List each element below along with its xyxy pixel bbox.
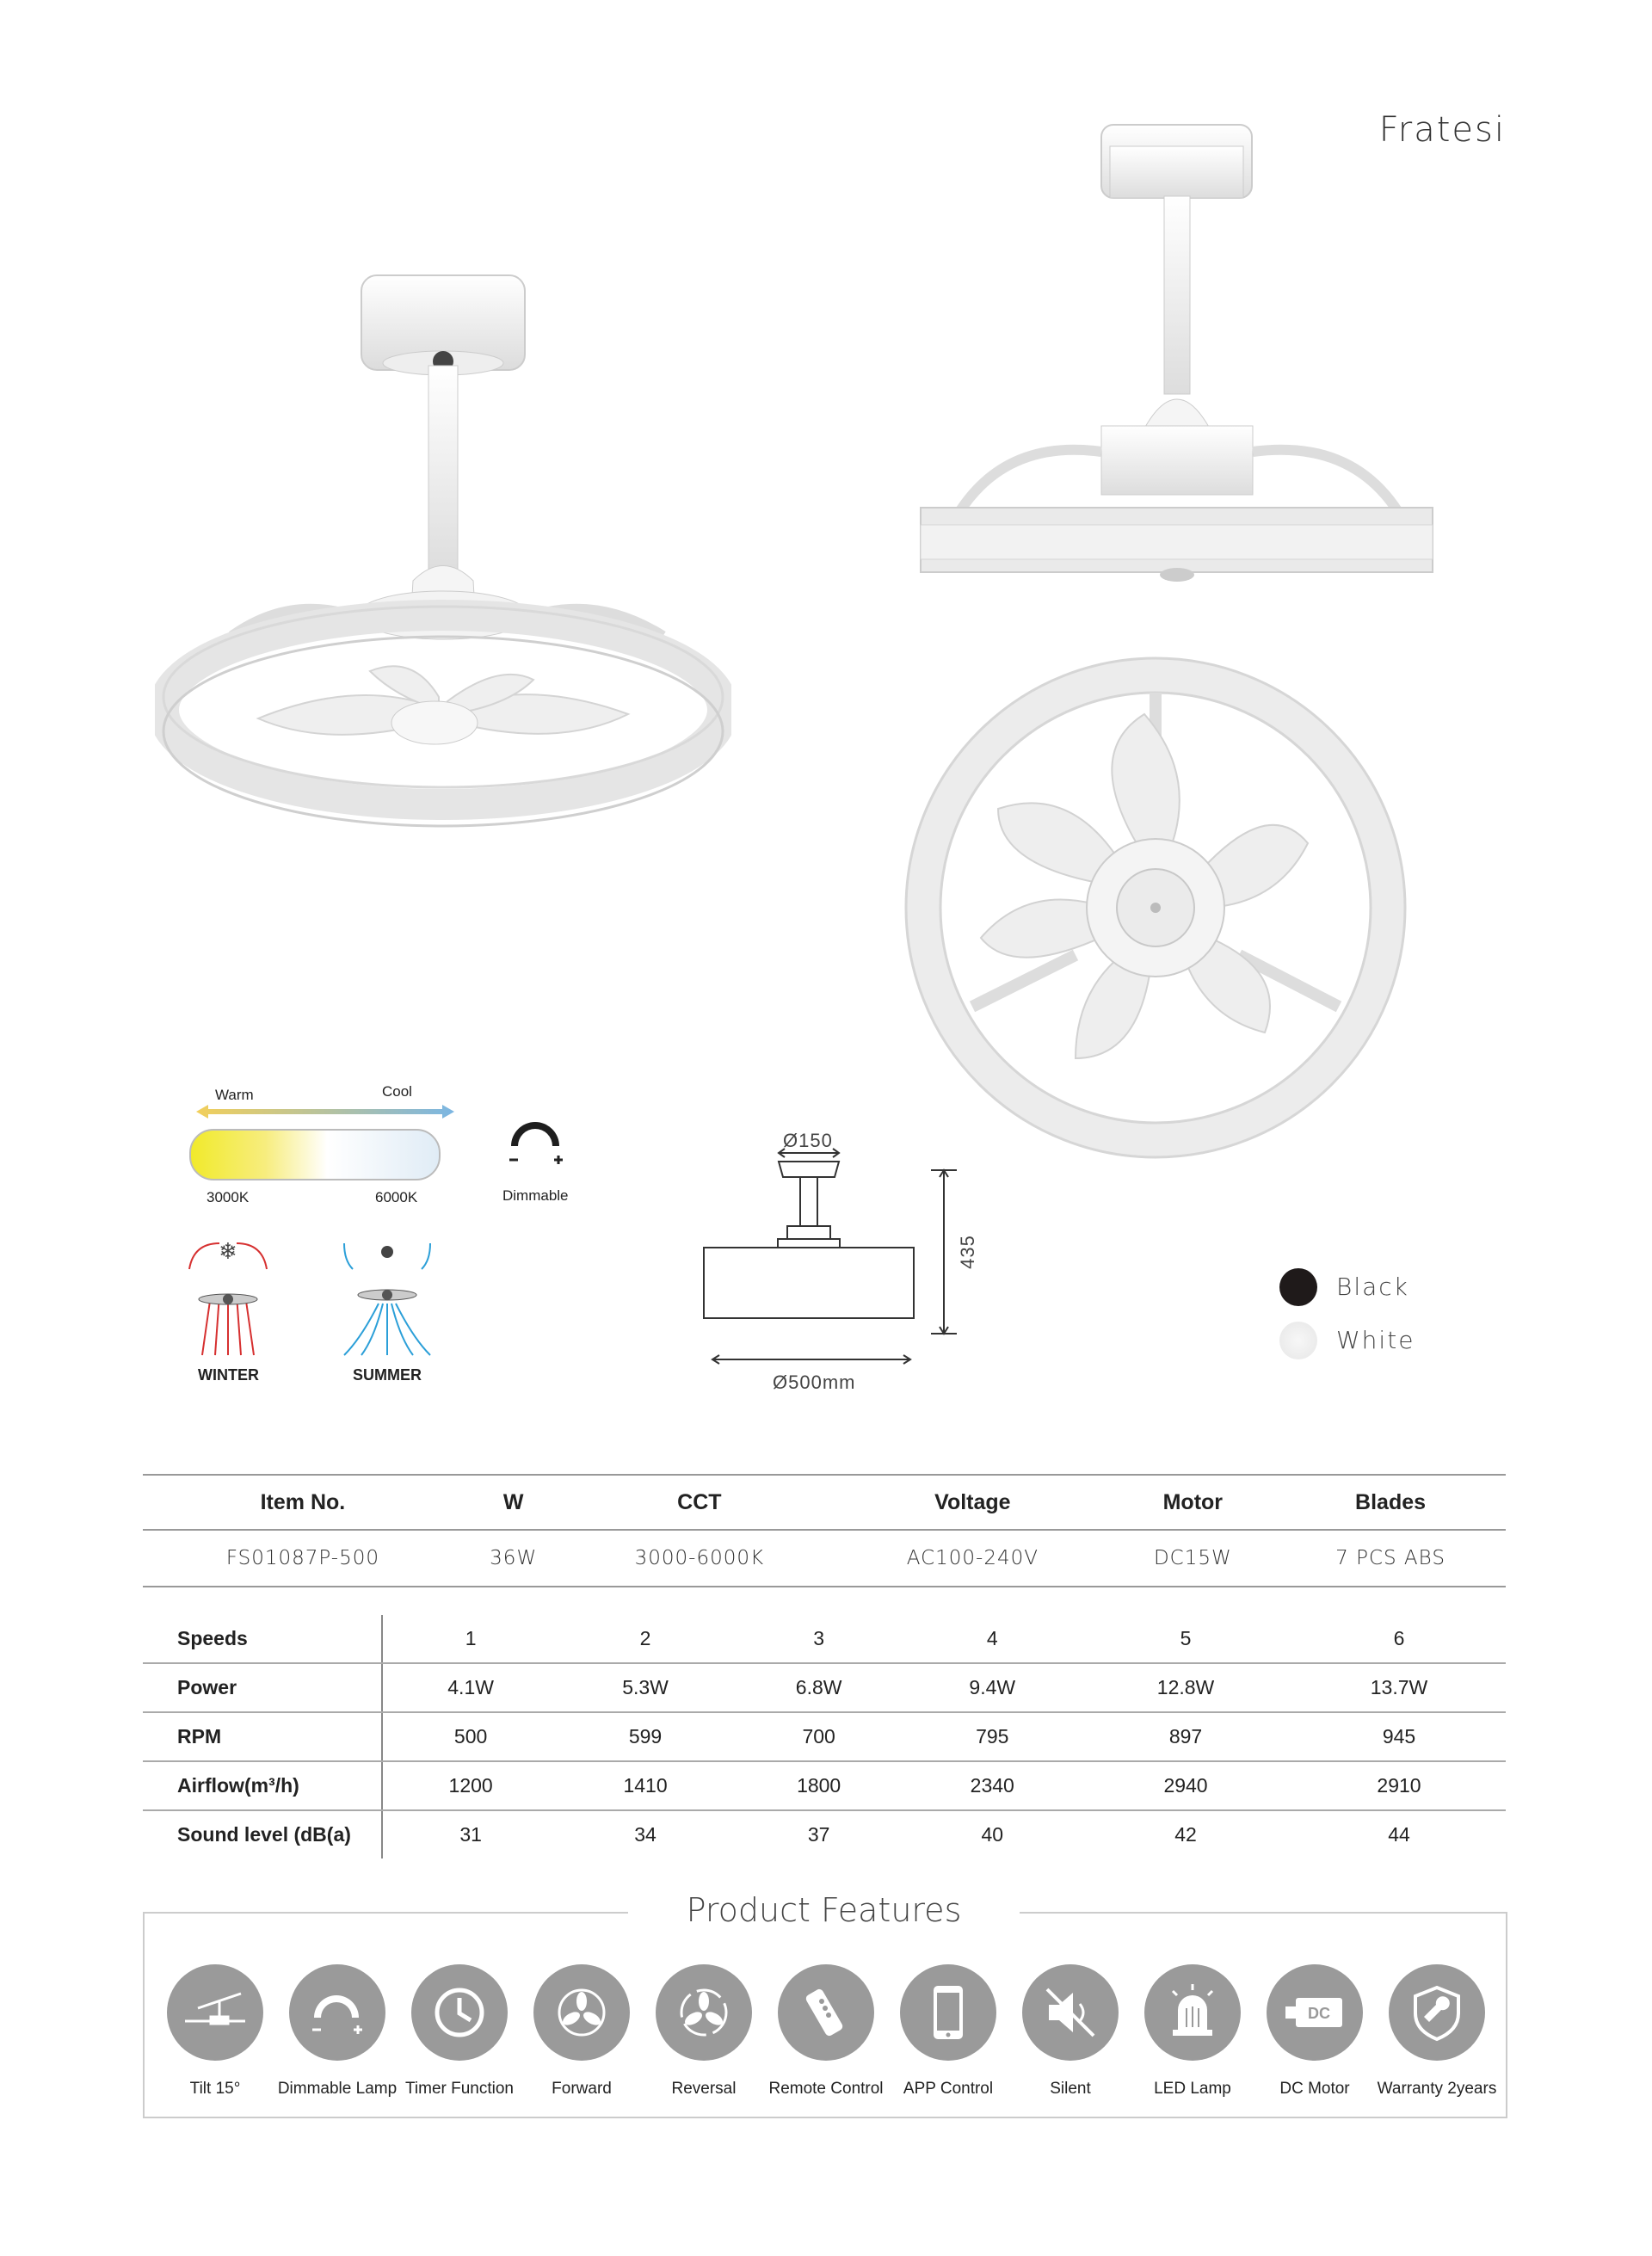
summer-airflow-icon [336,1235,439,1364]
table-cell: 1 [382,1615,558,1663]
height-label: 435 [956,1235,978,1269]
table-cell: 1800 [732,1761,906,1810]
row-header: Speeds [143,1615,382,1663]
table-row [143,1761,1506,1810]
dimension-drawing [688,1127,998,1402]
feature-warranty [1377,1964,1497,2099]
mute-icon [1022,1964,1119,2061]
spec-table-row [143,1530,1506,1587]
table-cell: 500 [382,1712,558,1761]
color-swatch-black[interactable] [1279,1268,1317,1306]
diameter-label: Ø500mm [773,1371,856,1393]
feature-timer [399,1964,520,2099]
table-cell: 34 [634,1823,656,1846]
feature-reversal [644,1964,764,2099]
row-header: Power [143,1663,382,1712]
table-cell: 2910 [1292,1761,1506,1810]
dc-icon-text: DC [1308,2005,1330,2022]
feature-label: Silent [1050,2080,1091,2098]
feature-label: LED Lamp [1154,2080,1231,2098]
feature-label: Tilt 15° [189,2080,241,2098]
spec-cell: AC100-240V [835,1530,1110,1587]
spec-header: W [463,1475,564,1530]
color-label-white: White [1336,1326,1415,1354]
feature-label: Timer Function [405,2080,514,2098]
table-cell: 9.4W [905,1663,1079,1712]
temperature-gradient-bar [189,1129,441,1180]
feature-label: DC Motor [1279,2080,1350,2098]
spec-cell: 36W [463,1530,564,1587]
table-cell: 37 [807,1823,830,1846]
timer-icon [411,1964,508,2061]
spec-cell: DC15W [1111,1530,1276,1587]
table-cell: 12.8W [1079,1663,1292,1712]
spec-table-header [143,1475,1506,1530]
feature-dc-motor [1254,1964,1375,2099]
spec-table [143,1474,1506,1587]
winter-airflow-icon [176,1235,280,1364]
forward-icon [533,1964,630,2061]
phone-icon [900,1964,996,2061]
table-cell: 6.8W [732,1663,906,1712]
warm-label: Warm [215,1087,254,1103]
table-cell: 13.7W [1292,1663,1506,1712]
temperature-high-label: 6000K [375,1189,418,1205]
table-cell: 1200 [382,1761,558,1810]
feature-silent [1010,1964,1131,2099]
table-cell: 31 [459,1823,482,1846]
table-cell: 2 [558,1615,732,1663]
spec-header: Motor [1111,1475,1276,1530]
feature-label: APP Control [903,2080,994,2098]
table-cell: 2940 [1079,1761,1292,1810]
feature-label: Dimmable Lamp [277,2080,398,2098]
table-cell: 3 [732,1615,906,1663]
table-cell: 40 [981,1823,1004,1846]
reversal-icon [656,1964,752,2061]
table-cell: 44 [1388,1823,1410,1846]
dimmable-icon [504,1119,573,1170]
table-cell: 42 [1174,1823,1197,1846]
color-label-black: Black [1336,1273,1409,1301]
temperature-arrow-icon [196,1103,454,1120]
table-row [143,1712,1506,1761]
feature-label: Forward [552,2080,612,2098]
feature-app-control [888,1964,1008,2099]
led-lamp-icon [1144,1964,1241,2061]
summer-label: SUMMER [353,1366,422,1384]
fan-image-side [912,120,1446,585]
feature-label: Remote Control [768,2080,884,2098]
spec-cell: FS01087P-500 [143,1530,463,1587]
fan-image-bottom [903,654,1411,1162]
spec-header: Voltage [835,1475,1110,1530]
dimmable-icon [289,1964,385,2061]
feature-forward [521,1964,642,2099]
feature-remote-control [766,1964,886,2099]
color-swatch-white[interactable] [1279,1322,1317,1359]
row-header: RPM [143,1712,382,1761]
tilt-icon [167,1964,263,2061]
cool-label: Cool [382,1083,412,1100]
table-cell: 5 [1079,1615,1292,1663]
spec-header: CCT [564,1475,835,1530]
dimmable-label: Dimmable [502,1187,569,1204]
winter-label: WINTER [198,1366,259,1384]
warranty-icon [1389,1964,1485,2061]
table-cell: 700 [732,1712,906,1761]
feature-led-lamp [1132,1964,1253,2099]
dc-motor-icon [1267,1964,1363,2061]
table-cell: 795 [905,1712,1079,1761]
spec-cell: 3000-6000K [564,1530,835,1587]
table-cell: 5.3W [558,1663,732,1712]
fan-image-angled [155,267,731,835]
table-cell: 6 [1292,1615,1506,1663]
table-cell: 4.1W [382,1663,558,1712]
table-row [143,1810,1506,1858]
feature-label: Reversal [671,2080,737,2098]
features-title: Product Features [628,1891,1020,1929]
table-cell: 1410 [558,1761,732,1810]
brand-name: Fratesi [1378,110,1506,150]
table-cell: 599 [558,1712,732,1761]
table-cell: 897 [1079,1712,1292,1761]
speed-table [143,1615,1506,1858]
feature-dimmable-lamp [277,1964,398,2099]
temperature-low-label: 3000K [206,1189,250,1205]
table-cell: 945 [1292,1712,1506,1761]
spec-cell: 7 PCS ABS [1275,1530,1506,1587]
row-header: Sound level (dB(a) [143,1810,382,1858]
feature-label: Warranty 2years [1377,2080,1497,2098]
canopy-diameter-label: Ø150 [783,1130,833,1151]
feature-tilt [155,1964,275,2099]
spec-header: Item No. [143,1475,463,1530]
spec-header: Blades [1275,1475,1506,1530]
table-cell: 4 [905,1615,1079,1663]
svg-text:❄: ❄ [219,1239,237,1265]
row-header: Airflow(m³/h) [143,1761,382,1810]
table-row [143,1663,1506,1712]
table-cell: 2340 [905,1761,1079,1810]
remote-icon [778,1964,874,2061]
table-row [143,1615,1506,1663]
